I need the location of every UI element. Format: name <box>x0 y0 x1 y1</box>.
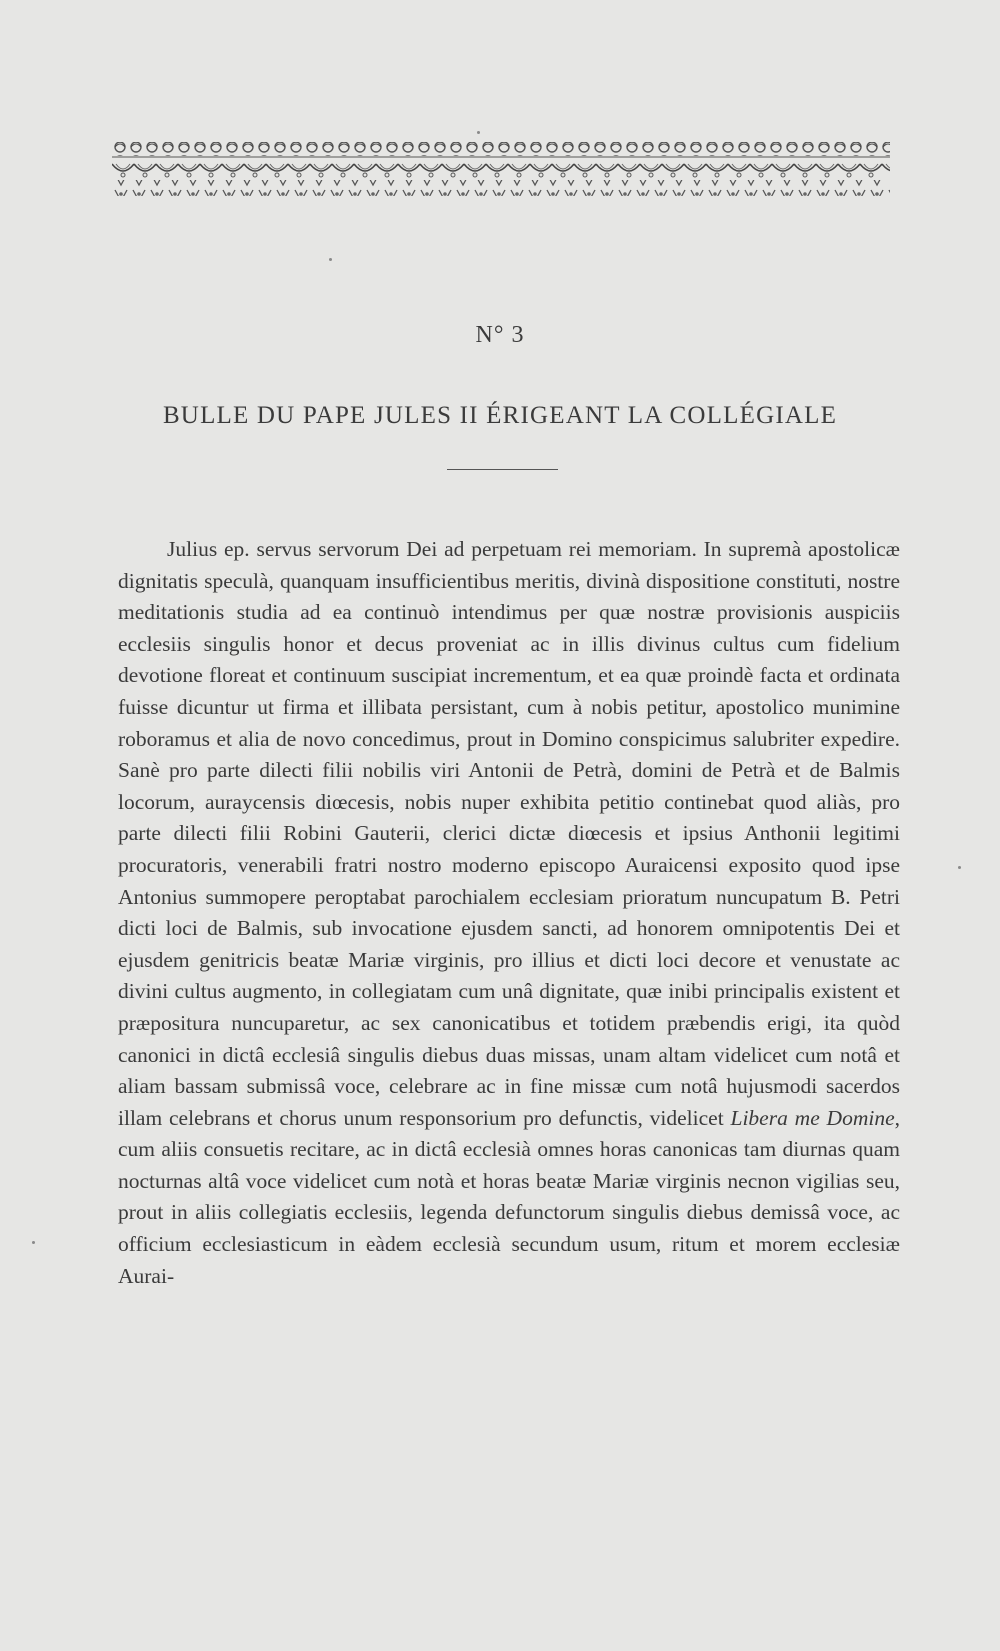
document-title: BULLE DU PAPE JULES II ÉRIGEANT LA COLLÉGIALE <box>162 402 838 429</box>
paper-speck <box>477 131 480 134</box>
paper-speck <box>958 866 961 869</box>
paper-speck <box>32 1241 35 1244</box>
body-italic-phrase: Libera me Domine <box>730 1105 895 1130</box>
paper-speck <box>329 258 332 261</box>
body-text-part-2: , cum aliis consuetis recitare, ac in dictâ ecclesià omnes horas canonicas tam diurnas quam nocturnas altâ voce videlicet cum notà et horas beatæ Mariæ virginis necnon vigilias seu, prout in aliis collegiatis ecclesiis, legenda defunctorum singulis diebus demissâ voce, ac officium ecclesiasticum in eàdem ecclesià secundum usum, ritum et morem ecclesiæ Aurai- <box>118 1105 901 1288</box>
body-text-part-1: Julius ep. servus servorum Dei ad perpetuam rei memoriam. In supremà apostolicæ dignitatis speculà, quanquam insufficientibus meritis, divinà dispositione constituti, nostre meditationis studia ad ea continuò intendimus per quæ nostræ provisionis auspiciis ecclesiis singulis honor et decus proveniat ac in illis divinus cultus cum fidelium devotione floreat et continuum suscipiat incrementum, et ea quæ proindè facta et ordinata fuisse dicuntur ut firma et illibata persistant, cum à nobis petitur, apostolico munimine roboramus et alia de novo concedimus, prout in Domino conspicimus salubriter expedire. Sanè pro parte dilecti filii nobilis viri Antonii de Petrà, domini de Petrà et de Balmis locorum, auraycensis diœcesis, nobis nuper exhibita petitio continebat quod aliàs, pro parte dilecti filii Robini Gauterii, clerici dictæ diœcesis et ipsius Anthonii legitimi procuratoris, venerabili fratri nostro moderno episcopo Auraicensi exposito quod ipse Antonius summopere peroptabat parochialem ecclesiam prioratum nuncupatum B. Petri dicti loci de Balmis, sub invocatione ejusdem sancti, ad honorem omnipotentis Dei et ejusdem genitricis beatæ Mariæ virginis, pro illius et dicti loci decore et venustate ac divini cultus augmento, in collegiatam cum unâ dignitate, quæ inibi principalis existent et præpositura nuncuparetur, ac sex canonicatibus et totidem præbendis erigi, ita quòd canonici in dictâ ecclesiâ singulis diebus duas missas, unam altam videlicet cum notâ et aliam bassam submissâ voce, celebrare ac in fine missæ cum notâ hujusmodi sacerdos illam celebrans et chorus unum responsorium pro defunctis, videlicet <box>118 537 900 1130</box>
decorative-header-ornament <box>112 140 890 202</box>
body-paragraph <box>118 534 900 1292</box>
title-divider <box>447 469 558 470</box>
document-number: N° 3 <box>475 322 525 348</box>
